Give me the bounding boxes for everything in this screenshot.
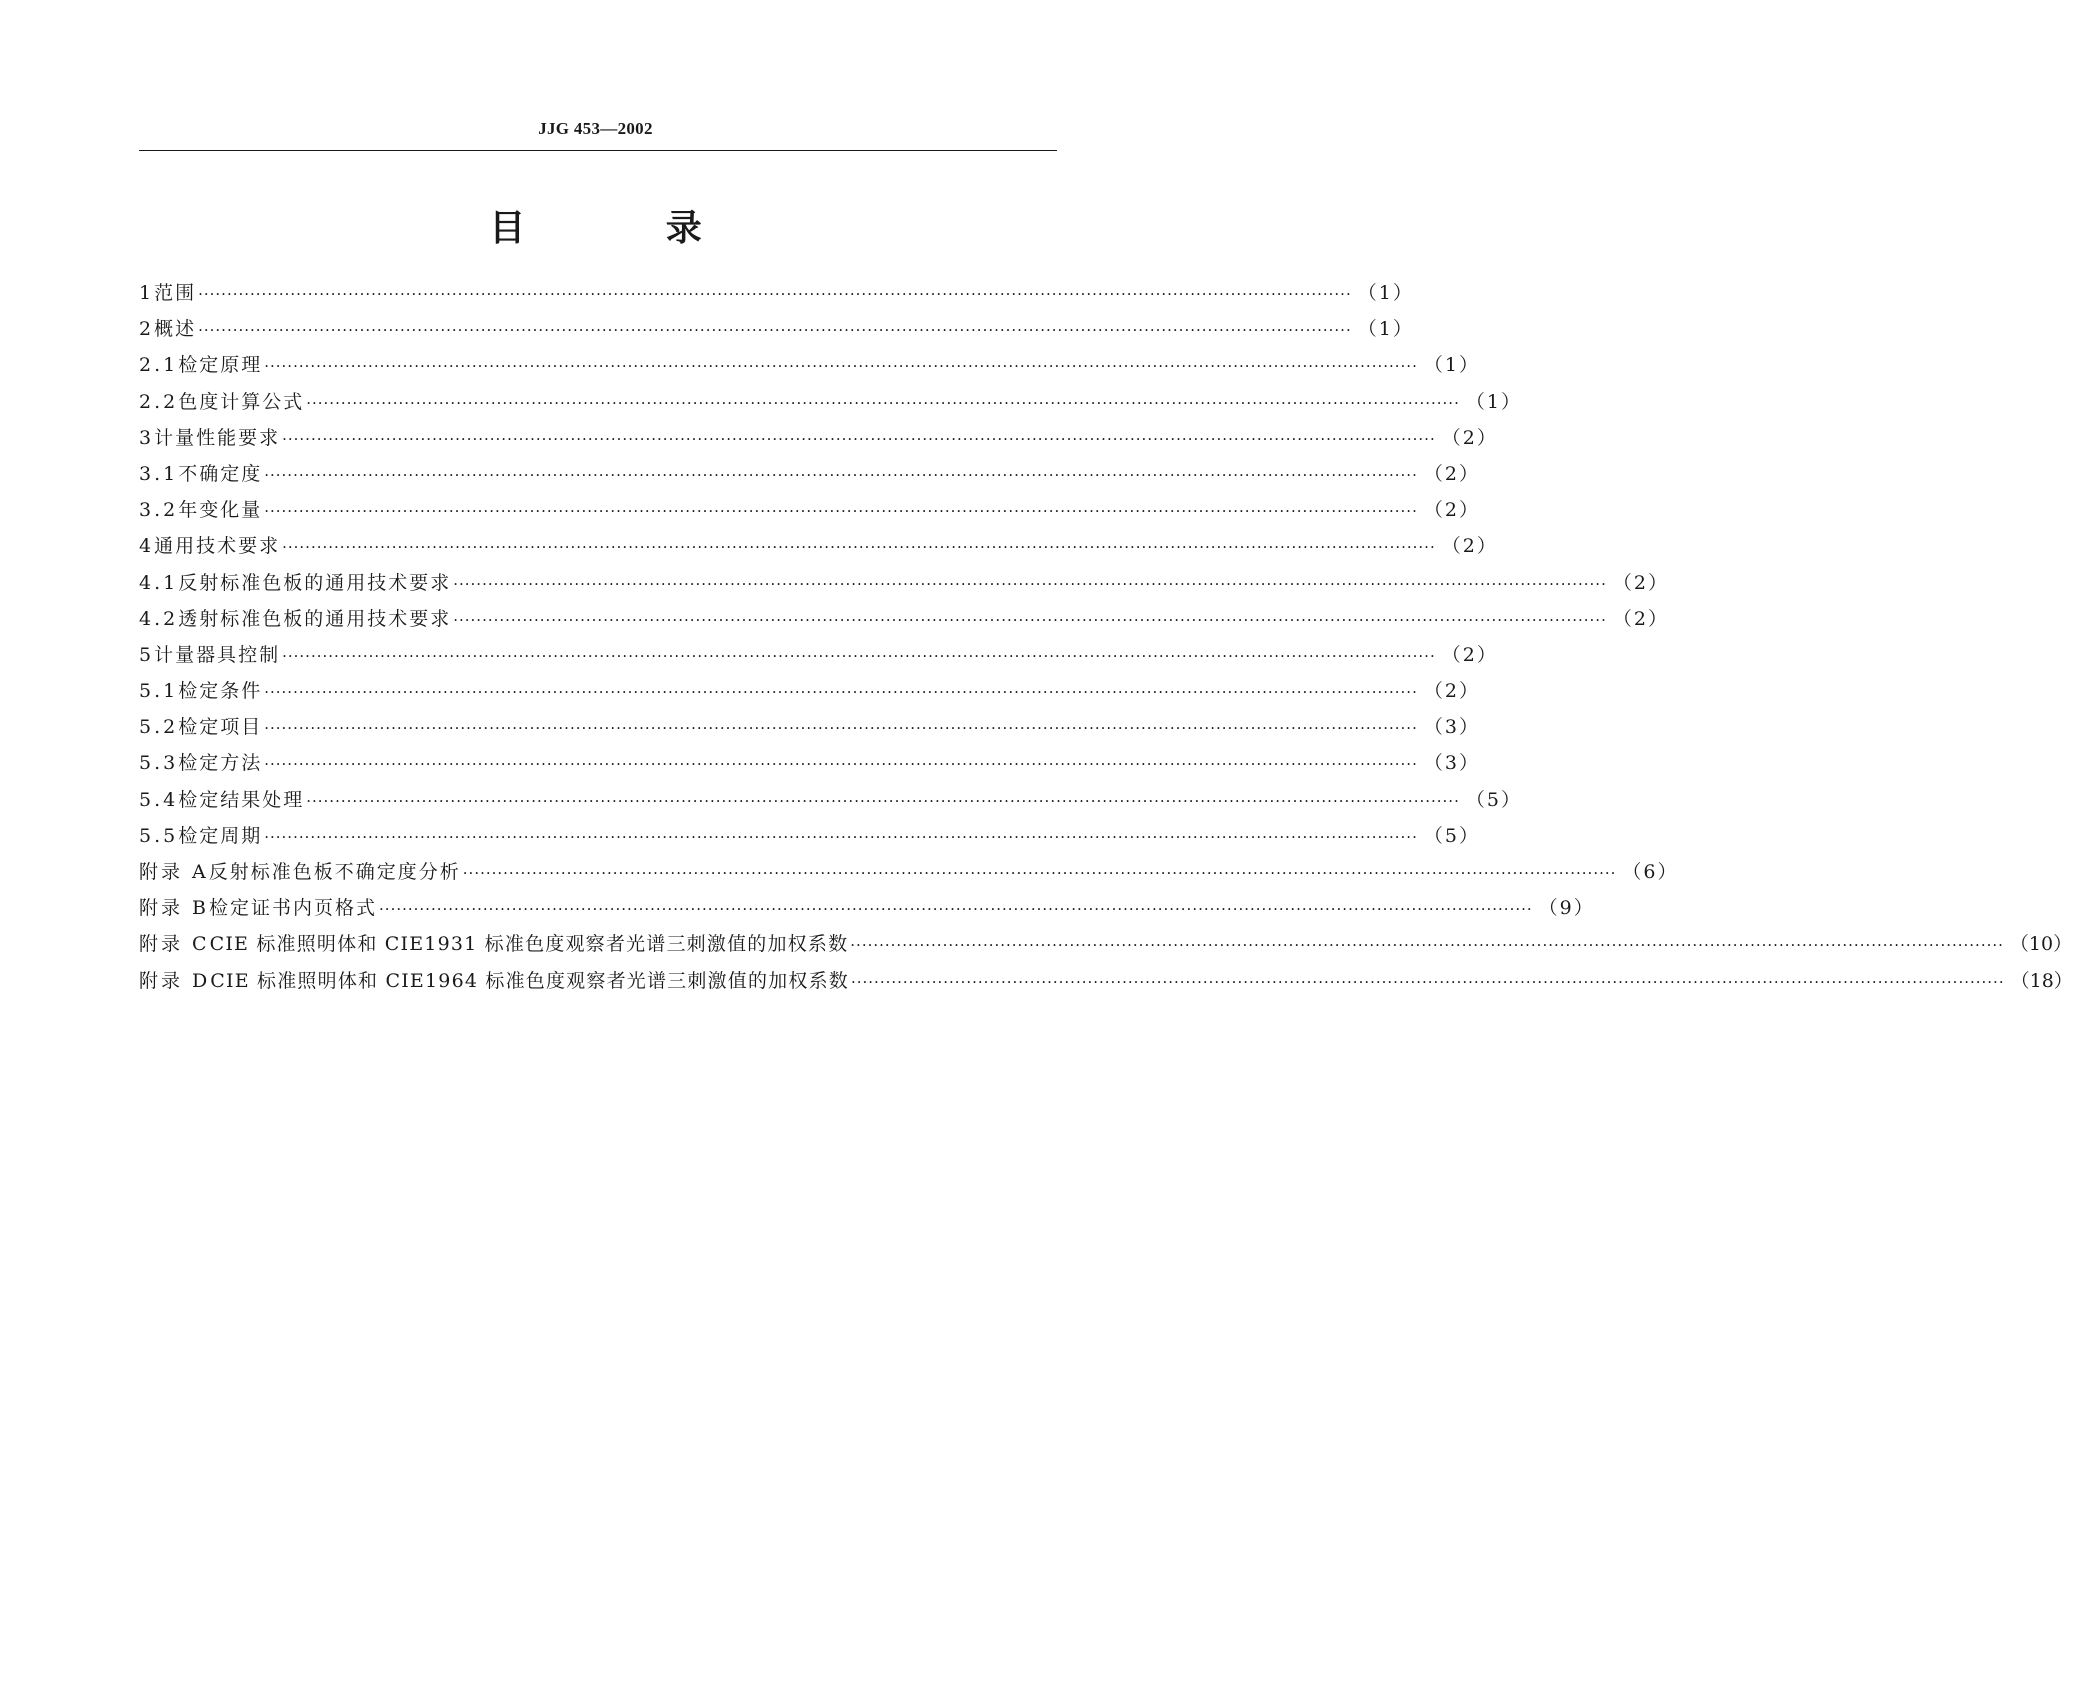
toc-entry-title: 计量器具控制 <box>154 643 281 666</box>
toc-entry[interactable] <box>139 568 1669 604</box>
toc-entry[interactable] <box>139 893 1595 929</box>
toc-entry-title: 检定项目 <box>178 716 263 739</box>
toc-entry-number: 4.2 <box>139 607 179 630</box>
dot-leader: ········································································································································································································ <box>282 538 1436 557</box>
toc-entry-number: 5.1 <box>139 680 179 703</box>
toc-entry[interactable] <box>139 459 1480 495</box>
toc-entry-page: （6） <box>1622 861 1679 883</box>
toc-entry[interactable] <box>139 531 1498 567</box>
toc-entry-number: 1 <box>139 282 155 304</box>
toc-entry-number: 2.1 <box>139 354 179 377</box>
toc-entry[interactable] <box>139 423 1498 459</box>
toc-entry-number: 附录 C <box>139 933 210 956</box>
toc-entry-title: 反射标准色板不确定度分析 <box>208 861 461 883</box>
toc-entry-page: （1） <box>1357 318 1414 341</box>
dot-leader: ········································································································································································································ <box>850 972 2005 991</box>
dot-leader: ········································································································································································································ <box>264 827 1418 846</box>
toc-entry-page: （1） <box>1423 354 1480 377</box>
toc-entry-title: 检定周期 <box>178 824 263 847</box>
toc-entry-page: （18） <box>2010 969 2073 992</box>
toc-entry-number: 5.3 <box>139 752 179 775</box>
toc-entry-page: （2） <box>1423 499 1480 522</box>
toc-entry[interactable] <box>139 350 1480 386</box>
toc-entry-number: 附录 A <box>139 861 209 883</box>
dot-leader: ········································································································································································································ <box>264 683 1418 702</box>
toc-entry-page: （2） <box>1441 426 1498 449</box>
toc-entry-page: （2） <box>1612 607 1669 630</box>
toc-entry-title: 计量性能要求 <box>154 426 281 449</box>
dot-leader: ········································································································································································································ <box>453 610 1607 629</box>
dot-leader: ········································································································································································································ <box>198 285 1352 303</box>
toc-entry-page: （2） <box>1441 535 1498 558</box>
toc-entry-number: 附录 B <box>139 897 210 920</box>
header-divider <box>139 150 1057 151</box>
toc-entry[interactable] <box>139 640 1498 676</box>
toc-entry-number: 2 <box>139 318 155 341</box>
toc-entry-number: 5 <box>139 643 155 666</box>
dot-leader: ········································································································································································································ <box>264 357 1418 376</box>
toc-entry-title: 透射标准色板的通用技术要求 <box>178 607 452 630</box>
toc-entry[interactable] <box>139 929 2073 965</box>
toc-entry-page: （3） <box>1423 752 1480 775</box>
dot-leader: ········································································································································································································ <box>264 719 1418 738</box>
toc-entry[interactable] <box>139 495 1480 531</box>
toc-entry-title: 年变化量 <box>178 499 263 522</box>
toc-entry-title: 通用技术要求 <box>154 535 281 558</box>
toc-entry-title: 检定证书内页格式 <box>209 897 378 920</box>
dot-leader: ········································································································································································································ <box>850 936 2004 955</box>
dot-leader: ········································································································································································································ <box>282 429 1436 448</box>
toc-entry[interactable] <box>139 966 2073 1002</box>
page-title: 目 录 <box>489 208 766 249</box>
toc-entry-number: 5.4 <box>139 788 179 811</box>
toc-entry-title: 色度计算公式 <box>178 390 305 413</box>
toc-entry[interactable] <box>139 314 1414 350</box>
toc-entry[interactable] <box>139 604 1669 640</box>
toc-entry-number: 5.2 <box>139 716 179 739</box>
toc-entry-number: 附录 D <box>139 969 211 992</box>
toc-entry[interactable] <box>139 821 1480 857</box>
standard-code-header: JJG 453—2002 <box>538 119 653 138</box>
toc-entry-page: （1） <box>1465 390 1522 413</box>
dot-leader: ········································································································································································································ <box>198 321 1352 340</box>
toc-entry-page: （3） <box>1423 716 1480 739</box>
dot-leader: ········································································································································································································ <box>264 502 1418 521</box>
dot-leader: ········································································································································································································ <box>264 465 1418 484</box>
toc-entry-number: 3.1 <box>139 462 179 485</box>
toc-entry-title: 检定条件 <box>178 680 263 703</box>
toc-entry-title: 检定方法 <box>178 752 263 775</box>
toc-entry-page: （1） <box>1357 282 1414 304</box>
toc-entry-number: 3.2 <box>139 499 179 522</box>
toc-entry-title: 检定结果处理 <box>178 788 305 811</box>
toc-entry[interactable] <box>139 748 1480 784</box>
toc-entry-page: （5） <box>1423 824 1480 847</box>
toc-entry-title: 概述 <box>154 318 197 341</box>
toc-entry-page: （10） <box>2009 933 2073 956</box>
dot-leader: ········································································································································································································ <box>306 393 1460 412</box>
toc-entry[interactable] <box>139 278 1414 314</box>
toc-entry-number: 2.2 <box>139 390 179 413</box>
toc-entry[interactable] <box>139 676 1480 712</box>
toc-entry-number: 4.1 <box>139 571 179 594</box>
toc-entry-title: 检定原理 <box>178 354 263 377</box>
toc-entry-title: CIE 标准照明体和 CIE1931 标准色度观察者光谱三刺激值的加权系数 <box>209 933 849 956</box>
toc-entry-title: 不确定度 <box>178 462 263 485</box>
dot-leader: ········································································································································································································ <box>453 574 1607 593</box>
dot-leader: ········································································································································································································ <box>462 864 1617 882</box>
toc-entry-number: 4 <box>139 535 155 558</box>
dot-leader: ········································································································································································································ <box>264 755 1418 774</box>
dot-leader: ········································································································································································································ <box>282 646 1436 665</box>
dot-leader: ········································································································································································································ <box>379 900 1533 919</box>
toc-entry-page: （5） <box>1465 788 1522 811</box>
toc-entry-number: 3 <box>139 426 155 449</box>
toc-entry[interactable] <box>139 387 1522 423</box>
table-of-contents <box>139 278 2073 1002</box>
dot-leader: ········································································································································································································ <box>306 791 1460 810</box>
toc-entry[interactable] <box>139 712 1480 748</box>
toc-entry-page: （2） <box>1612 571 1669 594</box>
toc-entry-page: （9） <box>1538 897 1595 920</box>
toc-entry-number: 5.5 <box>139 824 179 847</box>
toc-entry-page: （2） <box>1423 680 1480 703</box>
toc-entry-title: 范围 <box>154 282 197 304</box>
toc-entry-page: （2） <box>1423 462 1480 485</box>
toc-entry-page: （2） <box>1441 643 1498 666</box>
toc-entry[interactable] <box>139 785 1522 821</box>
toc-entry-title: CIE 标准照明体和 CIE1964 标准色度观察者光谱三刺激值的加权系数 <box>210 969 849 992</box>
toc-entry-title: 反射标准色板的通用技术要求 <box>178 571 452 594</box>
toc-entry[interactable] <box>139 857 1679 893</box>
